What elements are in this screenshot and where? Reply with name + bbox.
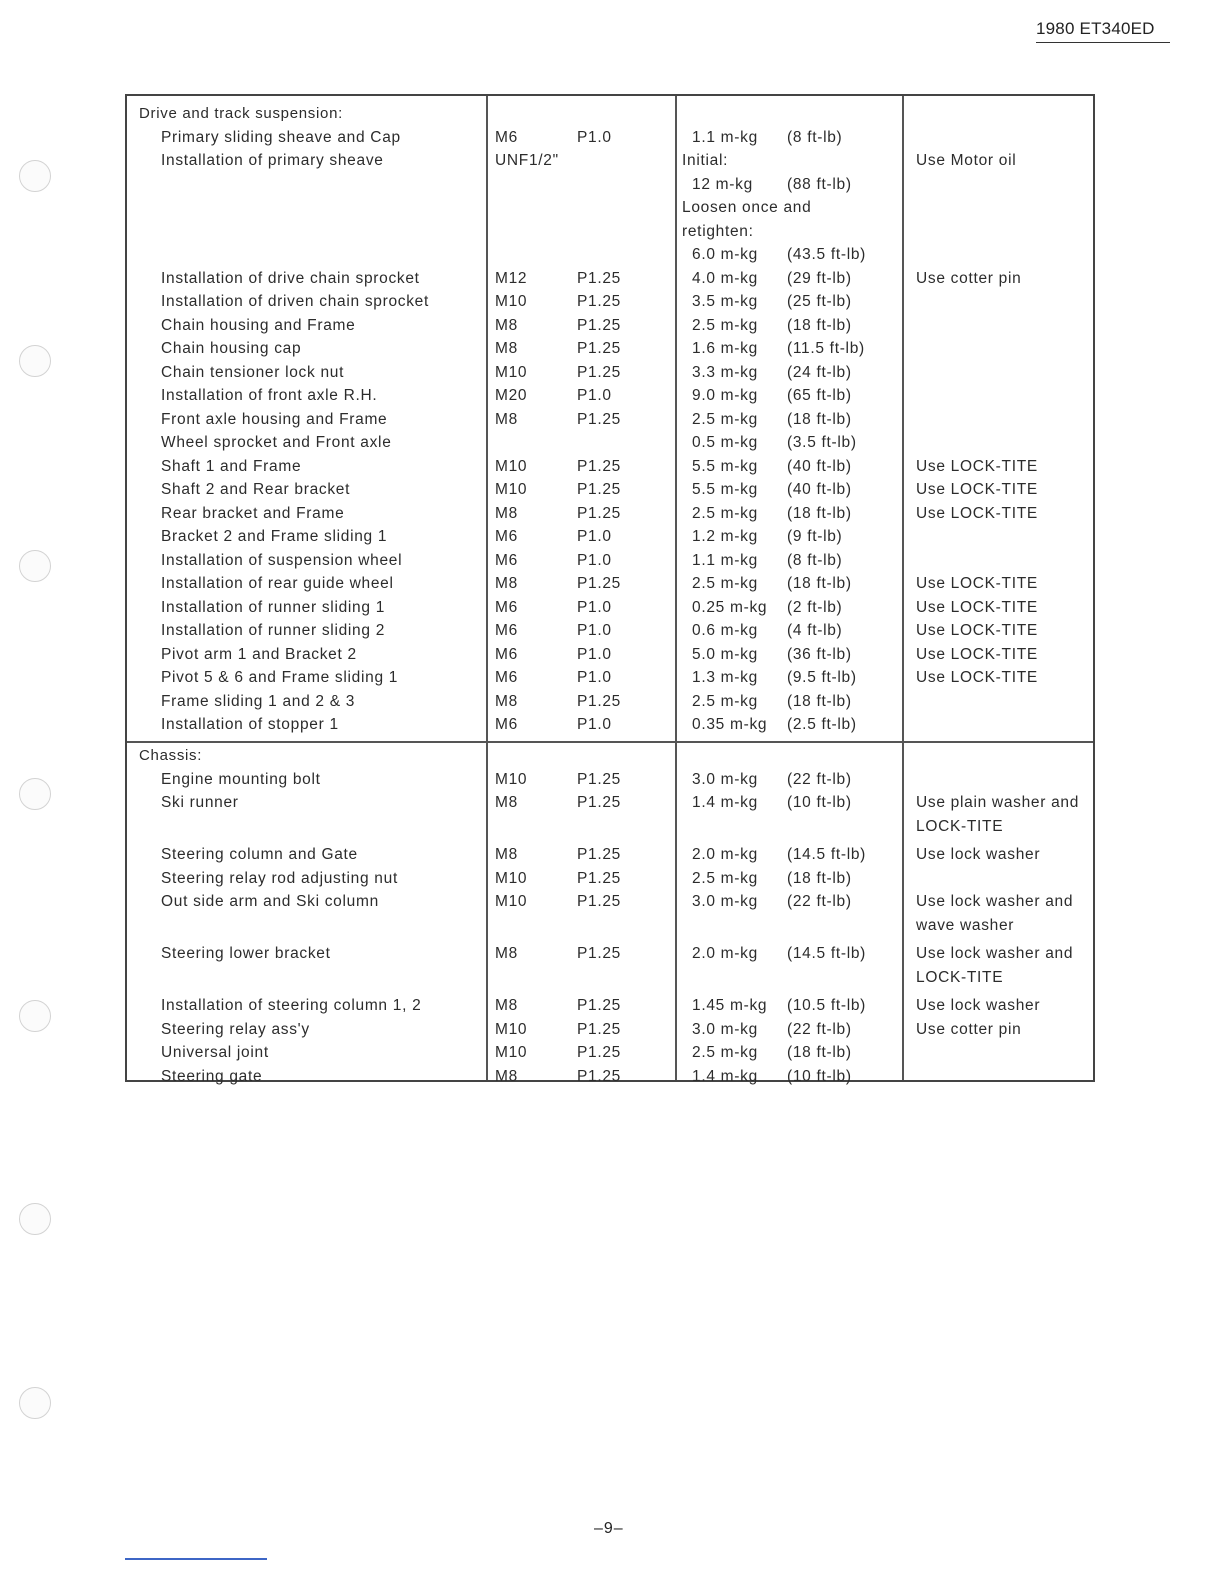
item-name: Installation of runner sliding 1 [161,598,386,616]
remark-note: Use Motor oil [916,152,1017,169]
torque-ftlb: (22 ft-lb) [787,893,852,910]
thread-pitch: P1.25 [577,893,622,910]
torque-ftlb: (18 ft-lb) [787,410,852,428]
torque-value: 0.6 m-kg [692,622,758,639]
torque-value: 0.25 m-kg [692,598,768,616]
remark-note: Use LOCK-TITE [916,645,1038,663]
torque-ftlb: (18 ft-lb) [787,504,852,522]
remark-note: Use lock washer [916,846,1041,863]
torque-value: 9.0 m-kg [692,387,758,404]
remark-note: Use LOCK-TITE [916,622,1038,639]
item-name: Pivot 5 & 6 and Frame sliding 1 [161,669,399,686]
torque-ftlb: (11.5 ft-lb) [787,340,865,357]
thread-size: M10 [495,1044,528,1061]
punch-hole [19,1203,51,1235]
thread-pitch: P1.25 [577,846,622,863]
thread-pitch: P1.0 [577,645,612,663]
torque-ftlb: (18 ft-lb) [787,316,852,334]
thread-size: M6 [495,645,518,663]
torque-ftlb: (24 ft-lb) [787,363,852,381]
torque-value: retighten: [682,222,754,240]
item-name: Installation of suspension wheel [161,551,403,569]
thread-pitch: P1.25 [577,794,622,811]
item-name: Bracket 2 and Frame sliding 1 [161,528,388,545]
thread-pitch: P1.25 [577,997,622,1014]
thread-pitch: P1.25 [577,1020,622,1038]
torque-value: 0.35 m-kg [692,716,768,733]
item-name: Installation of stopper 1 [161,716,339,733]
torque-value: 3.0 m-kg [692,770,758,788]
thread-pitch: P1.25 [577,316,622,334]
remark-note: LOCK-TITE [916,968,1004,986]
thread-pitch: P1.25 [577,293,622,310]
item-name: Ski runner [161,794,239,811]
torque-ftlb: (22 ft-lb) [787,1020,852,1038]
section-divider [127,741,1093,743]
remark-note: Use LOCK-TITE [916,504,1038,522]
item-name: Steering relay rod adjusting nut [161,869,398,887]
torque-ftlb: (18 ft-lb) [787,575,852,592]
remark-note: LOCK-TITE [916,817,1004,835]
torque-value: 1.4 m-kg [692,1067,758,1085]
item-name: Pivot arm 1 and Bracket 2 [161,645,357,663]
thread-pitch: P1.25 [577,770,622,788]
remark-note: Use cotter pin [916,269,1022,287]
torque-ftlb: (4 ft-lb) [787,622,843,639]
thread-pitch: P1.25 [577,869,622,887]
remark-note: Use lock washer and [916,893,1074,910]
punch-hole [19,160,51,192]
thread-pitch: P1.25 [577,340,622,357]
torque-value: 2.0 m-kg [692,945,758,962]
column-divider [675,96,677,1080]
item-name: Steering relay ass'y [161,1020,310,1038]
torque-ftlb: (2 ft-lb) [787,598,843,616]
torque-value: 5.5 m-kg [692,457,758,475]
thread-pitch: P1.0 [577,387,612,404]
torque-ftlb: (36 ft-lb) [787,645,852,663]
item-name: Chain housing cap [161,340,302,357]
thread-size: M10 [495,457,528,475]
item-name: Front axle housing and Frame [161,410,388,428]
thread-pitch: P1.25 [577,575,622,592]
torque-value: 3.3 m-kg [692,363,758,381]
torque-ftlb: (40 ft-lb) [787,457,852,475]
torque-value: 2.5 m-kg [692,692,758,710]
thread-pitch: P1.0 [577,669,612,686]
torque-value: 2.5 m-kg [692,869,758,887]
punch-hole [19,1387,51,1419]
thread-size: M6 [495,551,518,569]
punch-hole [19,1000,51,1032]
torque-value: 1.1 m-kg [692,128,758,146]
thread-pitch: P1.25 [577,1067,622,1085]
item-name: Installation of primary sheave [161,152,384,169]
torque-ftlb: (43.5 ft-lb) [787,246,867,263]
torque-ftlb: (8 ft-lb) [787,551,843,569]
thread-pitch: P1.25 [577,945,622,962]
thread-pitch: P1.25 [577,481,622,498]
torque-value: 2.5 m-kg [692,1044,758,1061]
torque-ftlb: (88 ft-lb) [787,175,852,193]
torque-value: 2.5 m-kg [692,575,758,592]
thread-size: M8 [495,692,518,710]
item-name: Installation of driven chain sprocket [161,293,430,310]
item-name: Shaft 2 and Rear bracket [161,481,351,498]
punch-hole [19,778,51,810]
torque-ftlb: (14.5 ft-lb) [787,945,867,962]
thread-size: M6 [495,598,518,616]
thread-size: UNF1/2" [495,152,559,169]
remark-note: Use LOCK-TITE [916,457,1038,475]
torque-ftlb: (2.5 ft-lb) [787,716,857,733]
torque-value: 2.5 m-kg [692,316,758,334]
thread-size: M8 [495,945,518,962]
thread-pitch: P1.25 [577,363,622,381]
torque-ftlb: (14.5 ft-lb) [787,846,867,863]
remark-note: wave washer [916,916,1015,934]
thread-size: M8 [495,504,518,522]
thread-pitch: P1.0 [577,128,612,146]
section-title: Drive and track suspension: [139,105,343,122]
thread-pitch: P1.0 [577,598,612,616]
remark-note: Use LOCK-TITE [916,575,1038,592]
torque-value: Initial: [682,152,729,169]
thread-size: M8 [495,316,518,334]
item-name: Steering column and Gate [161,846,358,863]
document-header-title: 1980 ET340ED [1036,19,1170,43]
remark-note: Use cotter pin [916,1020,1022,1038]
item-name: Installation of rear guide wheel [161,575,394,592]
thread-size: M6 [495,622,518,639]
thread-size: M12 [495,269,528,287]
item-name: Chain housing and Frame [161,316,356,334]
thread-size: M10 [495,893,528,910]
thread-pitch: P1.25 [577,269,622,287]
torque-value: 1.2 m-kg [692,528,758,545]
torque-ftlb: (18 ft-lb) [787,692,852,710]
thread-size: M8 [495,575,518,592]
item-name: Shaft 1 and Frame [161,457,302,475]
column-divider [902,96,904,1080]
thread-size: M6 [495,528,518,545]
torque-value: 5.5 m-kg [692,481,758,498]
item-name: Wheel sprocket and Front axle [161,434,392,451]
thread-size: M10 [495,363,528,381]
item-name: Engine mounting bolt [161,770,321,788]
thread-size: M10 [495,293,528,310]
torque-ftlb: (25 ft-lb) [787,293,852,310]
remark-note: Use LOCK-TITE [916,598,1038,616]
torque-ftlb: (18 ft-lb) [787,869,852,887]
item-name: Rear bracket and Frame [161,504,345,522]
torque-ftlb: (29 ft-lb) [787,269,852,287]
torque-value: 6.0 m-kg [692,246,758,263]
torque-value: 2.5 m-kg [692,410,758,428]
item-name: Universal joint [161,1044,269,1061]
torque-value: 12 m-kg [692,175,753,193]
torque-ftlb: (10 ft-lb) [787,1067,852,1085]
torque-value: 3.0 m-kg [692,893,758,910]
torque-value: 4.0 m-kg [692,269,758,287]
torque-ftlb: (18 ft-lb) [787,1044,852,1061]
punch-hole [19,550,51,582]
thread-pitch: P1.0 [577,622,612,639]
bottom-rule [125,1558,267,1560]
item-name: Steering gate [161,1067,263,1085]
punch-hole [19,345,51,377]
torque-value: 5.0 m-kg [692,645,758,663]
torque-value: 2.0 m-kg [692,846,758,863]
item-name: Installation of runner sliding 2 [161,622,386,639]
item-name: Primary sliding sheave and Cap [161,128,401,146]
thread-size: M8 [495,846,518,863]
thread-size: M6 [495,128,518,146]
remark-note: Use plain washer and [916,794,1080,811]
item-name: Installation of drive chain sprocket [161,269,420,287]
torque-ftlb: (22 ft-lb) [787,770,852,788]
remark-note: Use lock washer and [916,945,1074,962]
torque-value: 0.5 m-kg [692,434,758,451]
item-name: Steering lower bracket [161,945,331,962]
thread-size: M20 [495,387,528,404]
thread-size: M8 [495,794,518,811]
thread-size: M10 [495,770,528,788]
thread-size: M8 [495,1067,518,1085]
torque-value: 1.1 m-kg [692,551,758,569]
thread-pitch: P1.25 [577,1044,622,1061]
item-name: Frame sliding 1 and 2 & 3 [161,692,356,710]
thread-pitch: P1.25 [577,504,622,522]
torque-value: 1.4 m-kg [692,794,758,811]
torque-ftlb: (8 ft-lb) [787,128,843,146]
torque-specification-table [125,94,1095,1085]
thread-pitch: P1.0 [577,528,612,545]
torque-ftlb: (10 ft-lb) [787,794,852,811]
thread-size: M8 [495,410,518,428]
torque-value: 1.45 m-kg [692,997,768,1014]
item-name: Chain tensioner lock nut [161,363,345,381]
thread-size: M8 [495,997,518,1014]
torque-ftlb: (3.5 ft-lb) [787,434,857,451]
thread-size: M6 [495,669,518,686]
thread-size: M6 [495,716,518,733]
torque-ftlb: (65 ft-lb) [787,387,852,404]
thread-pitch: P1.25 [577,692,622,710]
item-name: Out side arm and Ski column [161,893,379,910]
thread-pitch: P1.0 [577,716,612,733]
thread-size: M10 [495,481,528,498]
torque-value: 3.5 m-kg [692,293,758,310]
torque-ftlb: (9 ft-lb) [787,528,843,545]
thread-pitch: P1.0 [577,551,612,569]
torque-value: Loosen once and [682,199,812,216]
remark-note: Use lock washer [916,997,1041,1014]
page-number: –9– [594,1520,624,1537]
torque-ftlb: (10.5 ft-lb) [787,997,867,1014]
thread-size: M10 [495,869,528,887]
torque-ftlb: (40 ft-lb) [787,481,852,498]
torque-value: 1.6 m-kg [692,340,758,357]
thread-pitch: P1.25 [577,457,622,475]
remark-note: Use LOCK-TITE [916,669,1038,686]
torque-value: 1.3 m-kg [692,669,758,686]
section-title: Chassis: [139,747,203,764]
item-name: Installation of steering column 1, 2 [161,997,422,1014]
torque-ftlb: (9.5 ft-lb) [787,669,857,686]
item-name: Installation of front axle R.H. [161,387,378,404]
thread-pitch: P1.25 [577,410,622,428]
torque-value: 3.0 m-kg [692,1020,758,1038]
thread-size: M10 [495,1020,528,1038]
torque-value: 2.5 m-kg [692,504,758,522]
thread-size: M8 [495,340,518,357]
remark-note: Use LOCK-TITE [916,481,1038,498]
column-divider [486,96,488,1080]
